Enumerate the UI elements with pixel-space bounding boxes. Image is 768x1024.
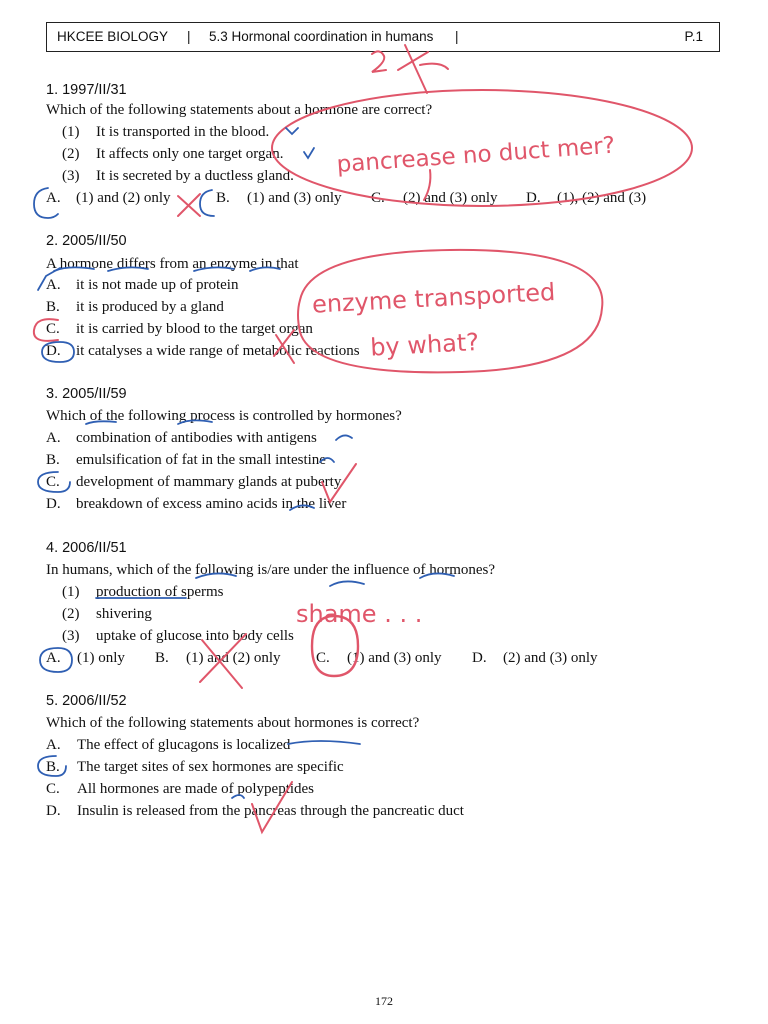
q1-statement-number: (3) xyxy=(62,168,80,184)
q1-statement: It is secreted by a ductless gland. xyxy=(96,168,294,184)
q2-option-c: it is carried by blood to the target organ xyxy=(76,321,313,337)
q1-option-b: (1) and (3) only xyxy=(247,190,342,206)
q4-statement: shivering xyxy=(96,606,152,622)
q1-option-a: (1) and (2) only xyxy=(76,190,171,206)
question-1-stem: Which of the following statements about a hormone are correct? xyxy=(46,102,433,118)
handwritten-x-mark xyxy=(178,194,200,216)
q3-option-d-label: D. xyxy=(46,496,61,512)
q4-statement: uptake of glucose into body cells xyxy=(96,628,294,644)
underline-mark xyxy=(336,435,352,440)
q4-option-d-label: D. xyxy=(472,650,487,666)
q5-option-a: The effect of glucagons is localized xyxy=(77,737,291,753)
question-4-stem: In humans, which of the following is/are under the influence of hormones? xyxy=(46,562,496,578)
page-number: 172 xyxy=(375,994,393,1008)
page-label: P.1 xyxy=(684,29,703,44)
q4-option-b: (1) and (2) only xyxy=(186,650,281,666)
tick-mark xyxy=(304,148,314,158)
q1-option-b-label: B. xyxy=(216,190,230,206)
q4-statement-number: (1) xyxy=(62,584,80,600)
q1-statement-number: (1) xyxy=(62,124,80,140)
q4-option-d: (2) and (3) only xyxy=(503,650,598,666)
q4-statement-number: (3) xyxy=(62,628,80,644)
question-2-stem: A hormone differs from an enzyme in that xyxy=(46,256,299,272)
question-5-title: 5. 2006/II/52 xyxy=(46,693,127,709)
q2-option-a-label: A. xyxy=(46,277,61,293)
q3-option-c-label: C. xyxy=(46,474,60,490)
q3-option-b: emulsification of fat in the small intestine xyxy=(76,452,326,468)
q5-option-b-label: B. xyxy=(46,759,60,775)
q1-option-c-label: C. xyxy=(371,190,385,206)
underline-mark xyxy=(288,741,360,744)
q1-option-a-label: A. xyxy=(46,190,61,206)
handwritten-two-mark xyxy=(372,51,386,72)
circle-mark xyxy=(312,616,358,676)
handwritten-note-enzyme: by what? xyxy=(369,327,480,362)
handwritten-note-pancreas: pancrease no duct mer? xyxy=(335,132,616,179)
q4-option-b-label: B. xyxy=(155,650,169,666)
q2-option-b-label: B. xyxy=(46,299,60,315)
tick-mark xyxy=(286,128,298,134)
handwritten-loop-mark xyxy=(420,64,448,69)
question-3-title: 3. 2005/II/59 xyxy=(46,386,127,402)
question-1-title: 1. 1997/II/31 xyxy=(46,82,127,98)
question-2-title: 2. 2005/II/50 xyxy=(46,233,127,249)
q3-option-d: breakdown of excess amino acids in the liver xyxy=(76,496,347,512)
q1-option-d-label: D. xyxy=(526,190,541,206)
circle-mark xyxy=(200,190,214,216)
question-5-stem: Which of the following statements about hormones is correct? xyxy=(46,715,420,731)
q1-option-d: (1), (2) and (3) xyxy=(557,190,647,206)
q5-option-c-label: C. xyxy=(46,781,60,797)
q4-option-c-label: C. xyxy=(316,650,330,666)
q5-option-d: Insulin is released from the pancreas through the pancreatic duct xyxy=(77,803,464,819)
q4-option-a: (1) only xyxy=(77,650,125,666)
underline-mark xyxy=(330,581,364,586)
q2-option-a: it is not made up of protein xyxy=(76,277,239,293)
q5-option-d-label: D. xyxy=(46,803,61,819)
page-header xyxy=(46,22,720,52)
q2-option-b: it is produced by a gland xyxy=(76,299,224,315)
q2-option-d: it catalyses a wide range of metabolic reactions xyxy=(76,343,360,359)
course-title: HKCEE BIOLOGY xyxy=(57,29,169,44)
q1-statement-number: (2) xyxy=(62,146,80,162)
q2-option-c-label: C. xyxy=(46,321,60,337)
q3-option-a-label: A. xyxy=(46,430,61,446)
handwritten-note-enzyme: enzyme transported xyxy=(311,277,556,319)
q4-option-a-label: A. xyxy=(46,650,61,666)
q5-option-b: The target sites of sex hormones are specific xyxy=(77,759,344,775)
topic-title: 5.3 Hormonal coordination in humans xyxy=(209,29,434,44)
handwritten-cross-mark xyxy=(398,45,428,93)
q4-statement: production of sperms xyxy=(96,584,224,600)
question-4-title: 4. 2006/II/51 xyxy=(46,540,127,556)
q1-statement: It affects only one target organ. xyxy=(96,146,284,162)
handwritten-note-shame: shame . . . xyxy=(296,600,423,628)
q3-option-b-label: B. xyxy=(46,452,60,468)
q3-option-c: development of mammary glands at puberty xyxy=(76,474,342,490)
q4-statement-number: (2) xyxy=(62,606,80,622)
header-separator: | xyxy=(455,29,459,44)
q1-option-c: (2) and (3) only xyxy=(403,190,498,206)
q3-option-a: combination of antibodies with antigens xyxy=(76,430,317,446)
q1-statement: It is transported in the blood. xyxy=(96,124,270,140)
header-separator: | xyxy=(187,29,191,44)
q2-option-d-label: D. xyxy=(46,343,61,359)
q5-option-a-label: A. xyxy=(46,737,61,753)
question-3-stem: Which of the following process is controlled by hormones? xyxy=(46,408,402,424)
q5-option-c: All hormones are made of polypeptides xyxy=(77,781,315,797)
q4-option-c: (1) and (3) only xyxy=(347,650,442,666)
